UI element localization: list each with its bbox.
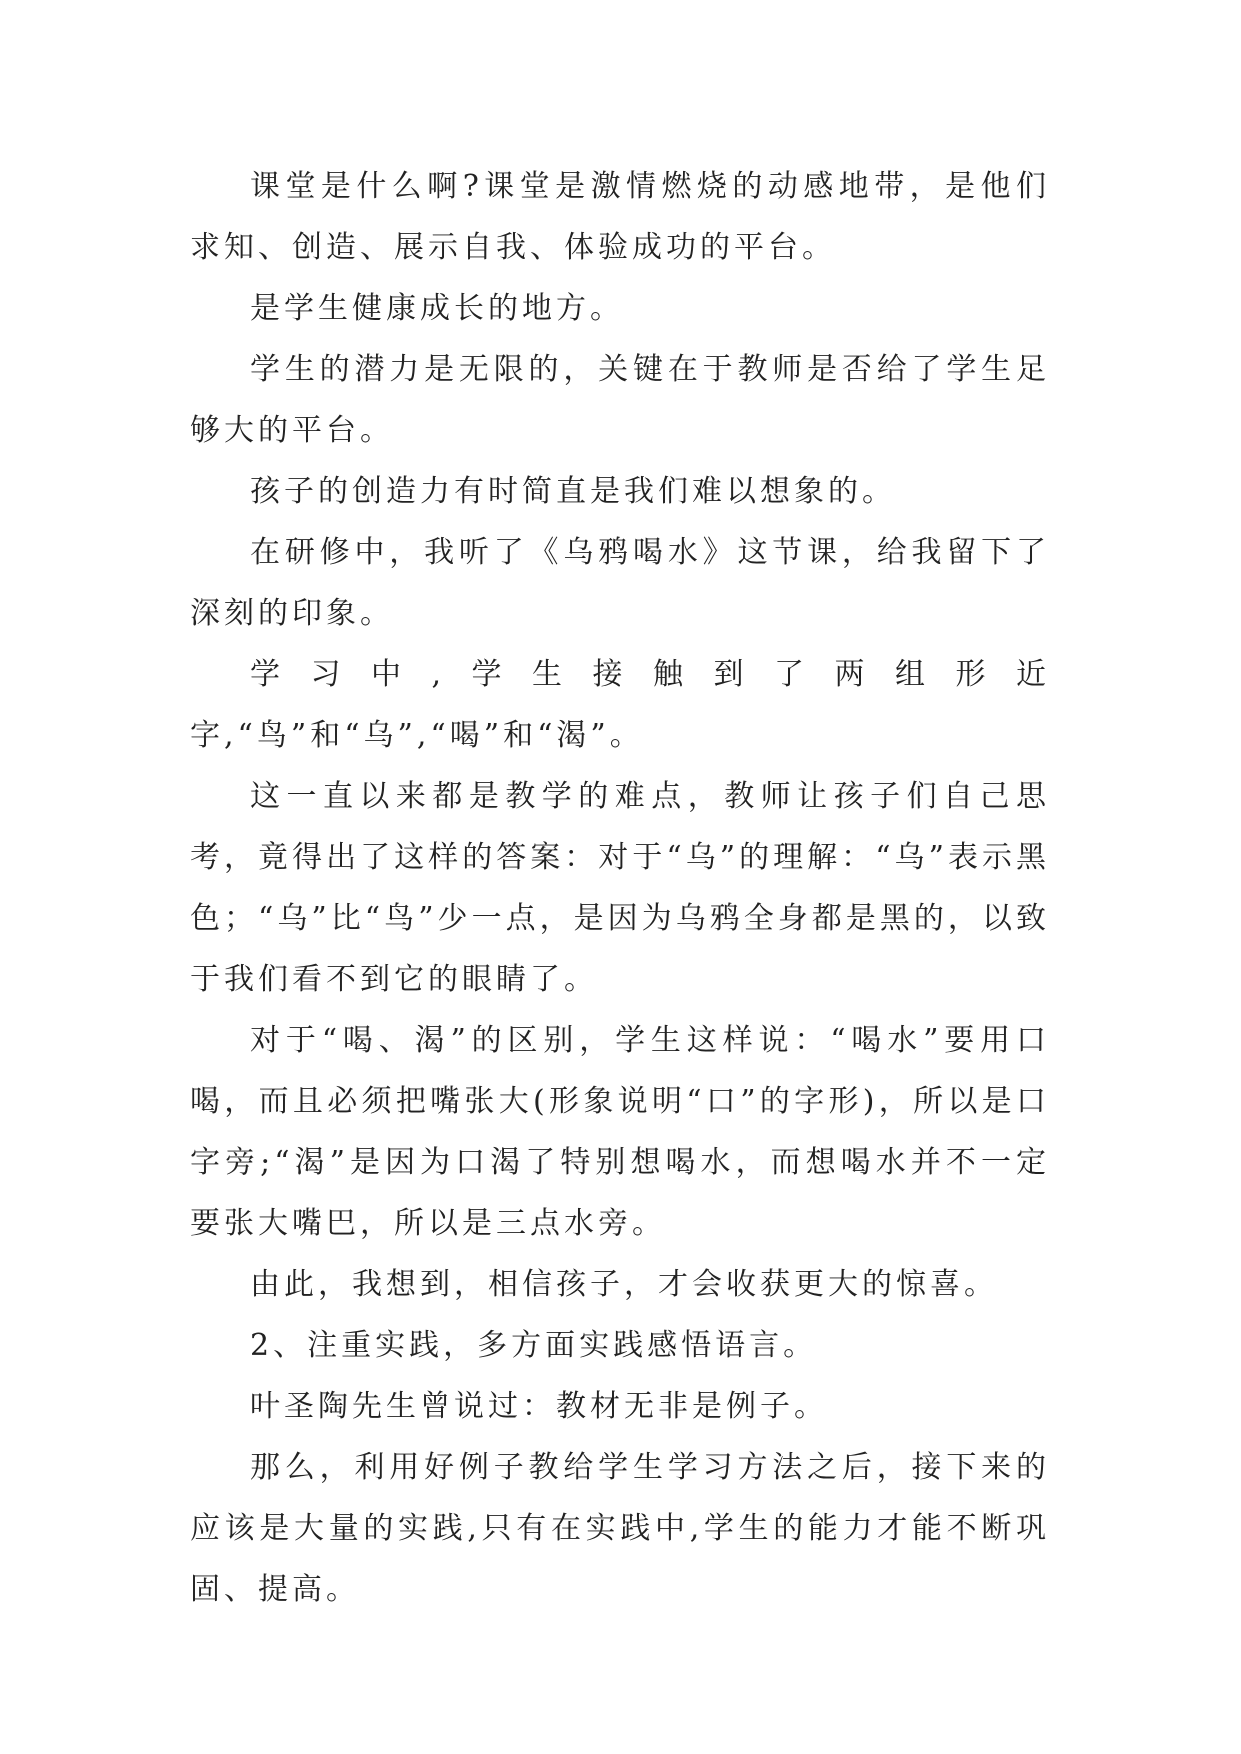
paragraph: 课堂是什么啊?课堂是激情燃烧的动感地带，是他们求知、创造、展示自我、体验成功的平台。 (190, 169, 1050, 265)
paragraph: 是学生健康成长的地方。 (250, 291, 624, 326)
paragraph: 对于“喝、渴”的区别，学生这样说：“喝水”要用口喝，而且必须把嘴张大(形象说明“口”的字形)，所以是口字旁;“渴”是因为口渴了特别想喝水，而想喝水并不一定要张大嘴巴，所以是三点水旁。 (190, 1023, 1050, 1241)
document-body (190, 156, 1050, 1620)
paragraph: 那么，利用好例子教给学生学习方法之后，接下来的应该是大量的实践,只有在实践中,学生的能力才能不断巩固、提高。 (190, 1450, 1050, 1607)
paragraph: 2、注重实践，多方面实践感悟语言。 (250, 1328, 818, 1363)
paragraph: 这一直以来都是教学的难点，教师让孩子们自己思考，竟得出了这样的答案：对于“乌”的理解：“乌”表示黑色；“乌”比“鸟”少一点，是因为乌鸦全身都是黑的，以致于我们看不到它的眼睛了。 (190, 779, 1050, 997)
paragraph: 在研修中，我听了《乌鸦喝水》这节课，给我留下了深刻的印象。 (190, 535, 1050, 631)
paragraph: 叶圣陶先生曾说过：教材无非是例子。 (250, 1389, 828, 1424)
paragraph: 孩子的创造力有时简直是我们难以想象的。 (250, 474, 896, 509)
paragraph: 学习中,学生接触到了两组形近字,“鸟”和“乌”,“喝”和“渴”。 (190, 657, 1050, 753)
paragraph: 学生的潜力是无限的，关键在于教师是否给了学生足够大的平台。 (190, 352, 1050, 448)
paragraph: 由此，我想到，相信孩子，才会收获更大的惊喜。 (250, 1267, 998, 1302)
